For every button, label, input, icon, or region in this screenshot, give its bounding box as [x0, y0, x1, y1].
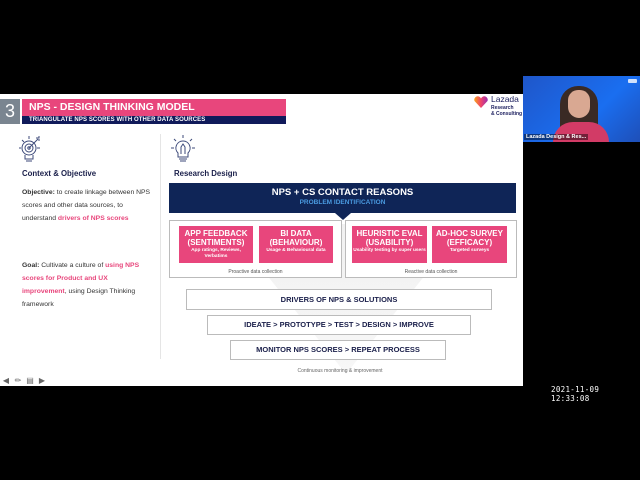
pen-icon[interactable]: ✏ — [14, 375, 22, 385]
presentation-slide — [0, 94, 523, 386]
ideate-step: IDEATE > PROTOTYPE > TEST > DESIGN > IMPROVE — [207, 315, 471, 335]
logo-subtitle — [491, 105, 522, 117]
slide-number: 3 — [0, 99, 20, 124]
lazada-heart-icon — [474, 96, 488, 108]
card-desc: Usability testing by super users — [353, 248, 426, 253]
card-desc: Targeted surveys — [449, 248, 490, 253]
reactive-group — [345, 220, 517, 278]
participant-video[interactable] — [523, 76, 640, 142]
video-logo-badge — [628, 79, 637, 83]
goal-body-2: , using Design Thinking framework — [22, 288, 136, 308]
goal-text — [22, 259, 152, 311]
continuous-monitoring-caption: Continuous monitoring & improvement — [297, 368, 383, 374]
goal-highlight: using NPS scores for Product and UX improvement — [22, 262, 140, 295]
participant-face — [568, 90, 590, 118]
goal-body-1: Cultivate a culture of — [39, 262, 106, 269]
problem-identification-box — [169, 183, 516, 213]
objective-text — [22, 186, 152, 225]
app-feedback-card — [179, 226, 253, 263]
group-caption: Proactive data collection — [228, 269, 283, 275]
slide-toolbar — [0, 375, 47, 385]
prev-arrow-icon[interactable]: ◀ — [2, 375, 10, 385]
drivers-step: DRIVERS OF NPS & SOLUTIONS — [186, 289, 492, 310]
research-design-heading: Research Design — [174, 169, 238, 178]
logo-name: Lazada — [491, 94, 519, 104]
objective-highlight: drivers of NPS scores — [57, 215, 129, 222]
recording-timestamp: 2021-11-09 12:33:08 — [551, 385, 600, 403]
down-arrow-icon — [335, 213, 351, 220]
objective-body: to create linkage between NPS scores and other data sources, to understand — [22, 189, 151, 222]
group-caption: Reactive data collection — [404, 269, 458, 275]
next-arrow-icon[interactable]: ▶ — [38, 375, 46, 385]
lightbulb-icon — [170, 134, 196, 164]
card-title: APP FEEDBACK (SENTIMENTS) — [184, 229, 248, 247]
logo-sub-line1: Research — [491, 105, 514, 111]
top-box-title: NPS + CS CONTACT REASONS — [271, 187, 414, 198]
card-title: HEURISTIC EVAL (USABILITY) — [356, 229, 423, 247]
ad-hoc-survey-card — [432, 226, 507, 263]
target-bulb-icon — [16, 134, 44, 164]
card-title: BI DATA (BEHAVIOUR) — [269, 229, 323, 247]
context-heading: Context & Objective — [22, 169, 97, 178]
lazada-logo — [474, 94, 524, 118]
top-box-subtitle: PROBLEM IDENTIFICATION — [299, 199, 386, 206]
logo-sub-line2: & Consulting — [491, 111, 523, 117]
proactive-group — [169, 220, 342, 278]
card-title: AD-HOC SURVEY (EFFICACY) — [436, 229, 503, 247]
objective-label: Objective: — [22, 189, 55, 196]
card-desc: Usage & Behavioural data — [266, 248, 326, 253]
card-desc: App ratings, Reviews, Verbatims — [191, 248, 241, 259]
heuristic-eval-card — [352, 226, 427, 263]
slide-title: NPS - DESIGN THINKING MODEL — [22, 99, 286, 116]
monitor-step: MONITOR NPS SCORES > REPEAT PROCESS — [230, 340, 446, 360]
goal-label: Goal: — [22, 262, 40, 269]
menu-icon[interactable]: ▤ — [26, 375, 34, 385]
participant-name: Lazada Design & Res... — [526, 134, 587, 140]
bi-data-card — [259, 226, 333, 263]
slide-subtitle: TRIANGULATE NPS SCORES WITH OTHER DATA SOURCES — [22, 116, 286, 124]
column-divider — [160, 134, 161, 359]
